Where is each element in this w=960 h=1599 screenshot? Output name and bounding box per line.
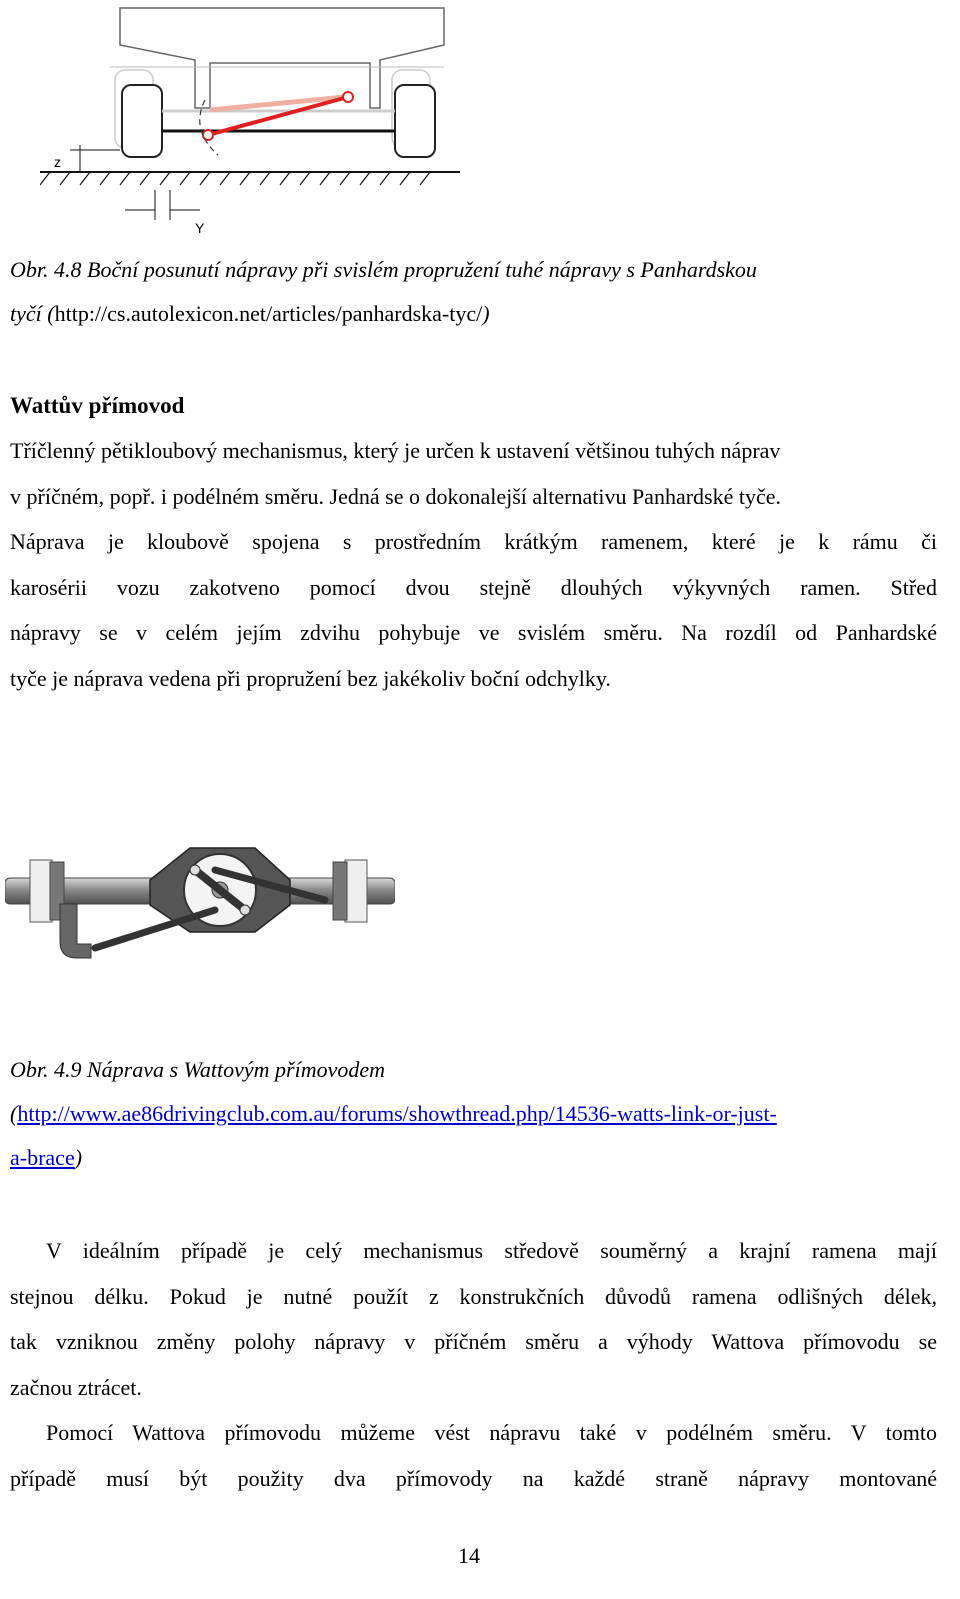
- figure-caption-4-9: [10, 1048, 945, 1180]
- paragraph-line: nápravy se v celém jejím zdvihu pohybuje ve svislém směru. Na rozdíl od Panhardské: [10, 620, 937, 645]
- source-link-continued[interactable]: a-brace: [10, 1145, 75, 1170]
- paragraph-line: Náprava je kloubově spojena s prostředním krátkým ramenem, které je k rámu či: [10, 529, 937, 554]
- paragraph-line: karosérii vozu zakotveno pomocí dvou stejně dlouhých výkyvných ramen. Střed: [10, 574, 937, 600]
- paragraph-line: stejnou délku. Pokud je nutné použít z konstrukčních důvodů ramena odlišných délek,: [10, 1283, 937, 1309]
- panhard-rod-diagram: [40, 5, 460, 240]
- source-url: http://cs.autolexicon.net/articles/panhardska-tyc/: [54, 301, 483, 326]
- z-label: z: [54, 154, 61, 170]
- paragraph-line: Tříčlenný pětikloubový mechanismus, který je určen k ustavení většinou tuhých náprav: [10, 438, 781, 463]
- caption-line: (http://www.ae86drivingclub.com.au/forums/showthread.php/14536-watts-link-or-just-: [10, 1101, 777, 1126]
- section-heading: Wattův přímovod: [10, 393, 185, 418]
- paragraph: [10, 428, 937, 701]
- paragraph-line: případě musí být použity dva přímovody na každé straně nápravy montované: [10, 1465, 937, 1491]
- caption-line: a-brace): [10, 1145, 83, 1170]
- paragraph: [10, 1410, 937, 1501]
- caption-line: Obr. 4.8 Boční posunutí nápravy při svislém propružení tuhé nápravy s Panhardskou: [10, 257, 757, 282]
- paragraph-line: Pomocí Wattova přímovodu můžeme vést nápravu také v podélném směru. V tomto: [46, 1420, 937, 1445]
- paragraph-line: tak vzniknou změny polohy nápravy v příčném směru a výhody Wattova přímovodu se: [10, 1329, 937, 1354]
- figure-caption-4-8: [10, 248, 945, 336]
- paragraph: [10, 1228, 937, 1410]
- page-number: 14: [458, 1543, 480, 1568]
- paragraph-line: V ideálním případě je celý mechanismus středově souměrný a krajní ramena mají: [46, 1238, 937, 1263]
- caption-line: tyčí (http://cs.autolexicon.net/articles/panhardska-tyc/): [10, 301, 490, 326]
- paragraph-line: tyče je náprava vedena při propružení bez jakékoliv boční odchylky.: [10, 665, 611, 691]
- caption-line: Obr. 4.9 Náprava s Wattovým přímovodem: [10, 1057, 385, 1082]
- watts-link-axle-image: [5, 840, 395, 970]
- paragraph-line: v příčném, popř. i podélném směru. Jedná se o dokonalejší alternativu Panhardské tyče.: [10, 483, 782, 509]
- paragraph-line: začnou ztrácet.: [10, 1374, 142, 1400]
- source-link[interactable]: http://www.ae86drivingclub.com.au/forums/showthread.php/14536-watts-link-or-just-: [17, 1101, 777, 1126]
- y-label: Y: [195, 220, 205, 236]
